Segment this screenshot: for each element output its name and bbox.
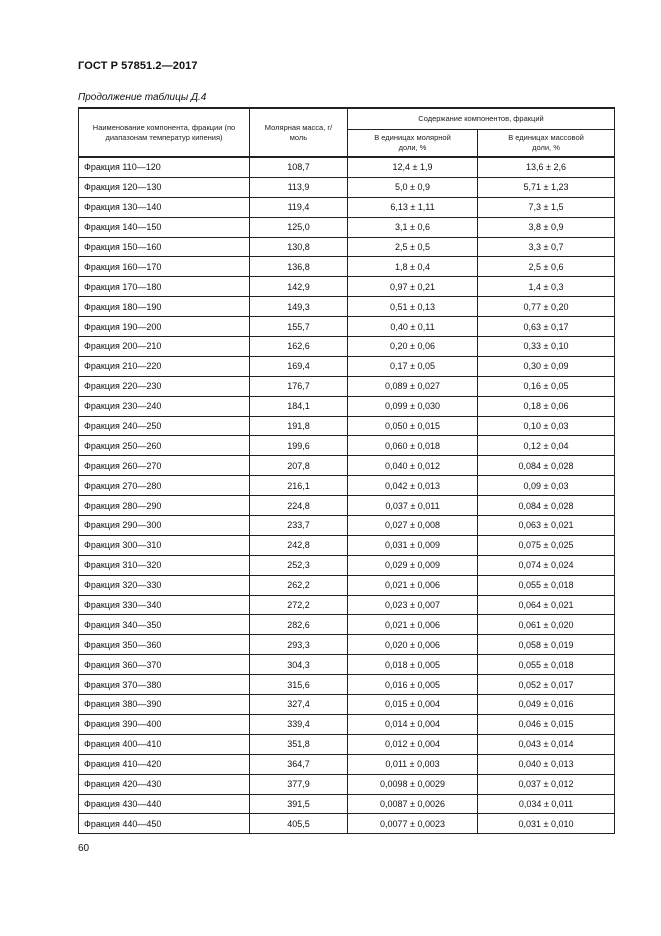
- table-row: [79, 794, 615, 814]
- table-row: [79, 297, 615, 317]
- cell-molar-mass: 113,9: [250, 177, 348, 197]
- cell-fraction-name: Фракция 390—400: [79, 714, 250, 734]
- cell-fraction-name: Фракция 330—340: [79, 595, 250, 615]
- table-row: [79, 157, 615, 177]
- cell-molar-mass: 233,7: [250, 516, 348, 536]
- table-row: [79, 456, 615, 476]
- table-row: [79, 416, 615, 436]
- cell-fraction-name: Фракция 270—280: [79, 476, 250, 496]
- cell-molar-mass: 199,6: [250, 436, 348, 456]
- cell-molar-mass: 191,8: [250, 416, 348, 436]
- cell-molar-mass: 327,4: [250, 695, 348, 715]
- table-row: [79, 734, 615, 754]
- table-row: [79, 595, 615, 615]
- cell-molar-fraction: 0,031 ± 0,009: [348, 535, 478, 555]
- cell-mass-fraction: 0,075 ± 0,025: [478, 535, 615, 555]
- cell-mass-fraction: 7,3 ± 1,5: [478, 197, 615, 217]
- cell-molar-mass: 293,3: [250, 635, 348, 655]
- cell-molar-mass: 391,5: [250, 794, 348, 814]
- cell-mass-fraction: 3,3 ± 0,7: [478, 237, 615, 257]
- cell-fraction-name: Фракция 340—350: [79, 615, 250, 635]
- table-row: [79, 396, 615, 416]
- cell-molar-fraction: 0,040 ± 0,012: [348, 456, 478, 476]
- cell-molar-mass: 149,3: [250, 297, 348, 317]
- table-header: [79, 108, 615, 157]
- cell-fraction-name: Фракция 410—420: [79, 754, 250, 774]
- cell-mass-fraction: 0,084 ± 0,028: [478, 496, 615, 516]
- cell-fraction-name: Фракция 110—120: [79, 157, 250, 177]
- cell-fraction-name: Фракция 360—370: [79, 655, 250, 675]
- cell-fraction-name: Фракция 260—270: [79, 456, 250, 476]
- cell-fraction-name: Фракция 430—440: [79, 794, 250, 814]
- cell-mass-fraction: 0,77 ± 0,20: [478, 297, 615, 317]
- cell-molar-mass: 207,8: [250, 456, 348, 476]
- cell-molar-fraction: 0,0098 ± 0,0029: [348, 774, 478, 794]
- cell-molar-fraction: 0,012 ± 0,004: [348, 734, 478, 754]
- table-row: [79, 317, 615, 337]
- cell-molar-mass: 216,1: [250, 476, 348, 496]
- cell-molar-mass: 130,8: [250, 237, 348, 257]
- cell-molar-mass: 176,7: [250, 376, 348, 396]
- header-mass-fraction: В единицах массовой доли, %: [478, 129, 615, 157]
- cell-mass-fraction: 0,30 ± 0,09: [478, 356, 615, 376]
- cell-molar-fraction: 0,17 ± 0,05: [348, 356, 478, 376]
- cell-molar-mass: 125,0: [250, 217, 348, 237]
- cell-mass-fraction: 0,031 ± 0,010: [478, 814, 615, 834]
- header-content-group: Содержание компонентов, фракций: [348, 108, 615, 129]
- cell-molar-fraction: 0,027 ± 0,008: [348, 516, 478, 536]
- cell-mass-fraction: 0,063 ± 0,021: [478, 516, 615, 536]
- cell-mass-fraction: 13,6 ± 2,6: [478, 157, 615, 177]
- cell-fraction-name: Фракция 300—310: [79, 535, 250, 555]
- cell-molar-fraction: 6,13 ± 1,11: [348, 197, 478, 217]
- cell-molar-fraction: 0,021 ± 0,006: [348, 615, 478, 635]
- table-row: [79, 714, 615, 734]
- cell-fraction-name: Фракция 320—330: [79, 575, 250, 595]
- cell-fraction-name: Фракция 290—300: [79, 516, 250, 536]
- cell-molar-fraction: 0,099 ± 0,030: [348, 396, 478, 416]
- cell-fraction-name: Фракция 380—390: [79, 695, 250, 715]
- cell-mass-fraction: 0,058 ± 0,019: [478, 635, 615, 655]
- cell-mass-fraction: 0,064 ± 0,021: [478, 595, 615, 615]
- cell-fraction-name: Фракция 230—240: [79, 396, 250, 416]
- cell-mass-fraction: 0,034 ± 0,011: [478, 794, 615, 814]
- cell-fraction-name: Фракция 370—380: [79, 675, 250, 695]
- cell-molar-mass: 108,7: [250, 157, 348, 177]
- table-row: [79, 257, 615, 277]
- cell-molar-mass: 262,2: [250, 575, 348, 595]
- cell-molar-mass: 315,6: [250, 675, 348, 695]
- cell-molar-fraction: 0,51 ± 0,13: [348, 297, 478, 317]
- cell-molar-fraction: 5,0 ± 0,9: [348, 177, 478, 197]
- cell-fraction-name: Фракция 150—160: [79, 237, 250, 257]
- cell-mass-fraction: 0,055 ± 0,018: [478, 575, 615, 595]
- cell-mass-fraction: 0,18 ± 0,06: [478, 396, 615, 416]
- cell-molar-mass: 169,4: [250, 356, 348, 376]
- cell-mass-fraction: 0,09 ± 0,03: [478, 476, 615, 496]
- table-row: [79, 695, 615, 715]
- cell-molar-mass: 242,8: [250, 535, 348, 555]
- cell-molar-mass: 155,7: [250, 317, 348, 337]
- cell-molar-mass: 252,3: [250, 555, 348, 575]
- cell-molar-mass: 405,5: [250, 814, 348, 834]
- table-row: [79, 754, 615, 774]
- table-row: [79, 516, 615, 536]
- cell-molar-mass: 304,3: [250, 655, 348, 675]
- fractions-table: [78, 107, 615, 834]
- table-row: [79, 774, 615, 794]
- cell-mass-fraction: 5,71 ± 1,23: [478, 177, 615, 197]
- cell-mass-fraction: 0,16 ± 0,05: [478, 376, 615, 396]
- cell-molar-mass: 272,2: [250, 595, 348, 615]
- cell-mass-fraction: 0,052 ± 0,017: [478, 675, 615, 695]
- cell-fraction-name: Фракция 310—320: [79, 555, 250, 575]
- cell-mass-fraction: 0,040 ± 0,013: [478, 754, 615, 774]
- cell-molar-mass: 136,8: [250, 257, 348, 277]
- cell-fraction-name: Фракция 170—180: [79, 277, 250, 297]
- cell-mass-fraction: 3,8 ± 0,9: [478, 217, 615, 237]
- cell-mass-fraction: 0,12 ± 0,04: [478, 436, 615, 456]
- cell-molar-fraction: 0,97 ± 0,21: [348, 277, 478, 297]
- cell-fraction-name: Фракция 280—290: [79, 496, 250, 516]
- cell-molar-fraction: 0,089 ± 0,027: [348, 376, 478, 396]
- cell-fraction-name: Фракция 200—210: [79, 337, 250, 357]
- table-row: [79, 376, 615, 396]
- cell-molar-mass: 162,6: [250, 337, 348, 357]
- cell-mass-fraction: 0,074 ± 0,024: [478, 555, 615, 575]
- table-row: [79, 337, 615, 357]
- cell-molar-mass: 119,4: [250, 197, 348, 217]
- document-code: ГОСТ Р 57851.2—2017: [78, 60, 198, 72]
- cell-molar-fraction: 0,029 ± 0,009: [348, 555, 478, 575]
- cell-fraction-name: Фракция 420—430: [79, 774, 250, 794]
- cell-mass-fraction: 0,10 ± 0,03: [478, 416, 615, 436]
- cell-mass-fraction: 0,63 ± 0,17: [478, 317, 615, 337]
- cell-molar-fraction: 0,042 ± 0,013: [348, 476, 478, 496]
- cell-fraction-name: Фракция 190—200: [79, 317, 250, 337]
- cell-molar-fraction: 0,037 ± 0,011: [348, 496, 478, 516]
- cell-molar-mass: 142,9: [250, 277, 348, 297]
- cell-molar-mass: 224,8: [250, 496, 348, 516]
- table-row: [79, 237, 615, 257]
- cell-mass-fraction: 2,5 ± 0,6: [478, 257, 615, 277]
- cell-molar-fraction: 12,4 ± 1,9: [348, 157, 478, 177]
- table-row: [79, 655, 615, 675]
- cell-molar-fraction: 0,016 ± 0,005: [348, 675, 478, 695]
- table-row: [79, 436, 615, 456]
- cell-fraction-name: Фракция 440—450: [79, 814, 250, 834]
- table-row: [79, 177, 615, 197]
- cell-molar-fraction: 0,050 ± 0,015: [348, 416, 478, 436]
- cell-mass-fraction: 0,061 ± 0,020: [478, 615, 615, 635]
- header-component-name: Наименование компонента, фракции (по диапазонам температур кипения): [79, 108, 250, 157]
- cell-fraction-name: Фракция 180—190: [79, 297, 250, 317]
- cell-mass-fraction: 0,084 ± 0,028: [478, 456, 615, 476]
- table-row: [79, 575, 615, 595]
- cell-fraction-name: Фракция 160—170: [79, 257, 250, 277]
- cell-molar-fraction: 1,8 ± 0,4: [348, 257, 478, 277]
- cell-molar-fraction: 0,060 ± 0,018: [348, 436, 478, 456]
- table-row: [79, 675, 615, 695]
- table-row: [79, 217, 615, 237]
- cell-molar-mass: 339,4: [250, 714, 348, 734]
- header-molar-mass: Молярная масса, г/моль: [250, 108, 348, 157]
- cell-fraction-name: Фракция 130—140: [79, 197, 250, 217]
- table-body: [79, 157, 615, 834]
- table-caption: Продолжение таблицы Д.4: [78, 92, 207, 103]
- cell-molar-mass: 184,1: [250, 396, 348, 416]
- cell-molar-fraction: 2,5 ± 0,5: [348, 237, 478, 257]
- cell-molar-mass: 351,8: [250, 734, 348, 754]
- table-row: [79, 356, 615, 376]
- cell-mass-fraction: 0,049 ± 0,016: [478, 695, 615, 715]
- table-row: [79, 277, 615, 297]
- cell-molar-fraction: 0,021 ± 0,006: [348, 575, 478, 595]
- cell-mass-fraction: 1,4 ± 0,3: [478, 277, 615, 297]
- cell-fraction-name: Фракция 210—220: [79, 356, 250, 376]
- cell-molar-fraction: 0,023 ± 0,007: [348, 595, 478, 615]
- page-number: 60: [78, 843, 90, 854]
- cell-mass-fraction: 0,055 ± 0,018: [478, 655, 615, 675]
- cell-molar-fraction: 0,20 ± 0,06: [348, 337, 478, 357]
- cell-molar-mass: 282,6: [250, 615, 348, 635]
- cell-fraction-name: Фракция 350—360: [79, 635, 250, 655]
- cell-molar-fraction: 0,011 ± 0,003: [348, 754, 478, 774]
- cell-mass-fraction: 0,037 ± 0,012: [478, 774, 615, 794]
- cell-fraction-name: Фракция 140—150: [79, 217, 250, 237]
- cell-molar-mass: 364,7: [250, 754, 348, 774]
- cell-fraction-name: Фракция 120—130: [79, 177, 250, 197]
- cell-molar-fraction: 0,0087 ± 0,0026: [348, 794, 478, 814]
- header-molar-fraction: В единицах молярной доли, %: [348, 129, 478, 157]
- cell-molar-fraction: 0,020 ± 0,006: [348, 635, 478, 655]
- table-row: [79, 496, 615, 516]
- cell-molar-fraction: 0,40 ± 0,11: [348, 317, 478, 337]
- cell-molar-fraction: 0,015 ± 0,004: [348, 695, 478, 715]
- cell-mass-fraction: 0,046 ± 0,015: [478, 714, 615, 734]
- cell-fraction-name: Фракция 220—230: [79, 376, 250, 396]
- cell-molar-mass: 377,9: [250, 774, 348, 794]
- table-row: [79, 197, 615, 217]
- cell-mass-fraction: 0,043 ± 0,014: [478, 734, 615, 754]
- table-row: [79, 615, 615, 635]
- cell-fraction-name: Фракция 250—260: [79, 436, 250, 456]
- cell-molar-fraction: 3,1 ± 0,6: [348, 217, 478, 237]
- table-row: [79, 476, 615, 496]
- cell-molar-fraction: 0,0077 ± 0,0023: [348, 814, 478, 834]
- cell-molar-fraction: 0,018 ± 0,005: [348, 655, 478, 675]
- table-row: [79, 814, 615, 834]
- cell-mass-fraction: 0,33 ± 0,10: [478, 337, 615, 357]
- table-row: [79, 635, 615, 655]
- cell-molar-fraction: 0,014 ± 0,004: [348, 714, 478, 734]
- table-row: [79, 535, 615, 555]
- cell-fraction-name: Фракция 400—410: [79, 734, 250, 754]
- cell-fraction-name: Фракция 240—250: [79, 416, 250, 436]
- table-row: [79, 555, 615, 575]
